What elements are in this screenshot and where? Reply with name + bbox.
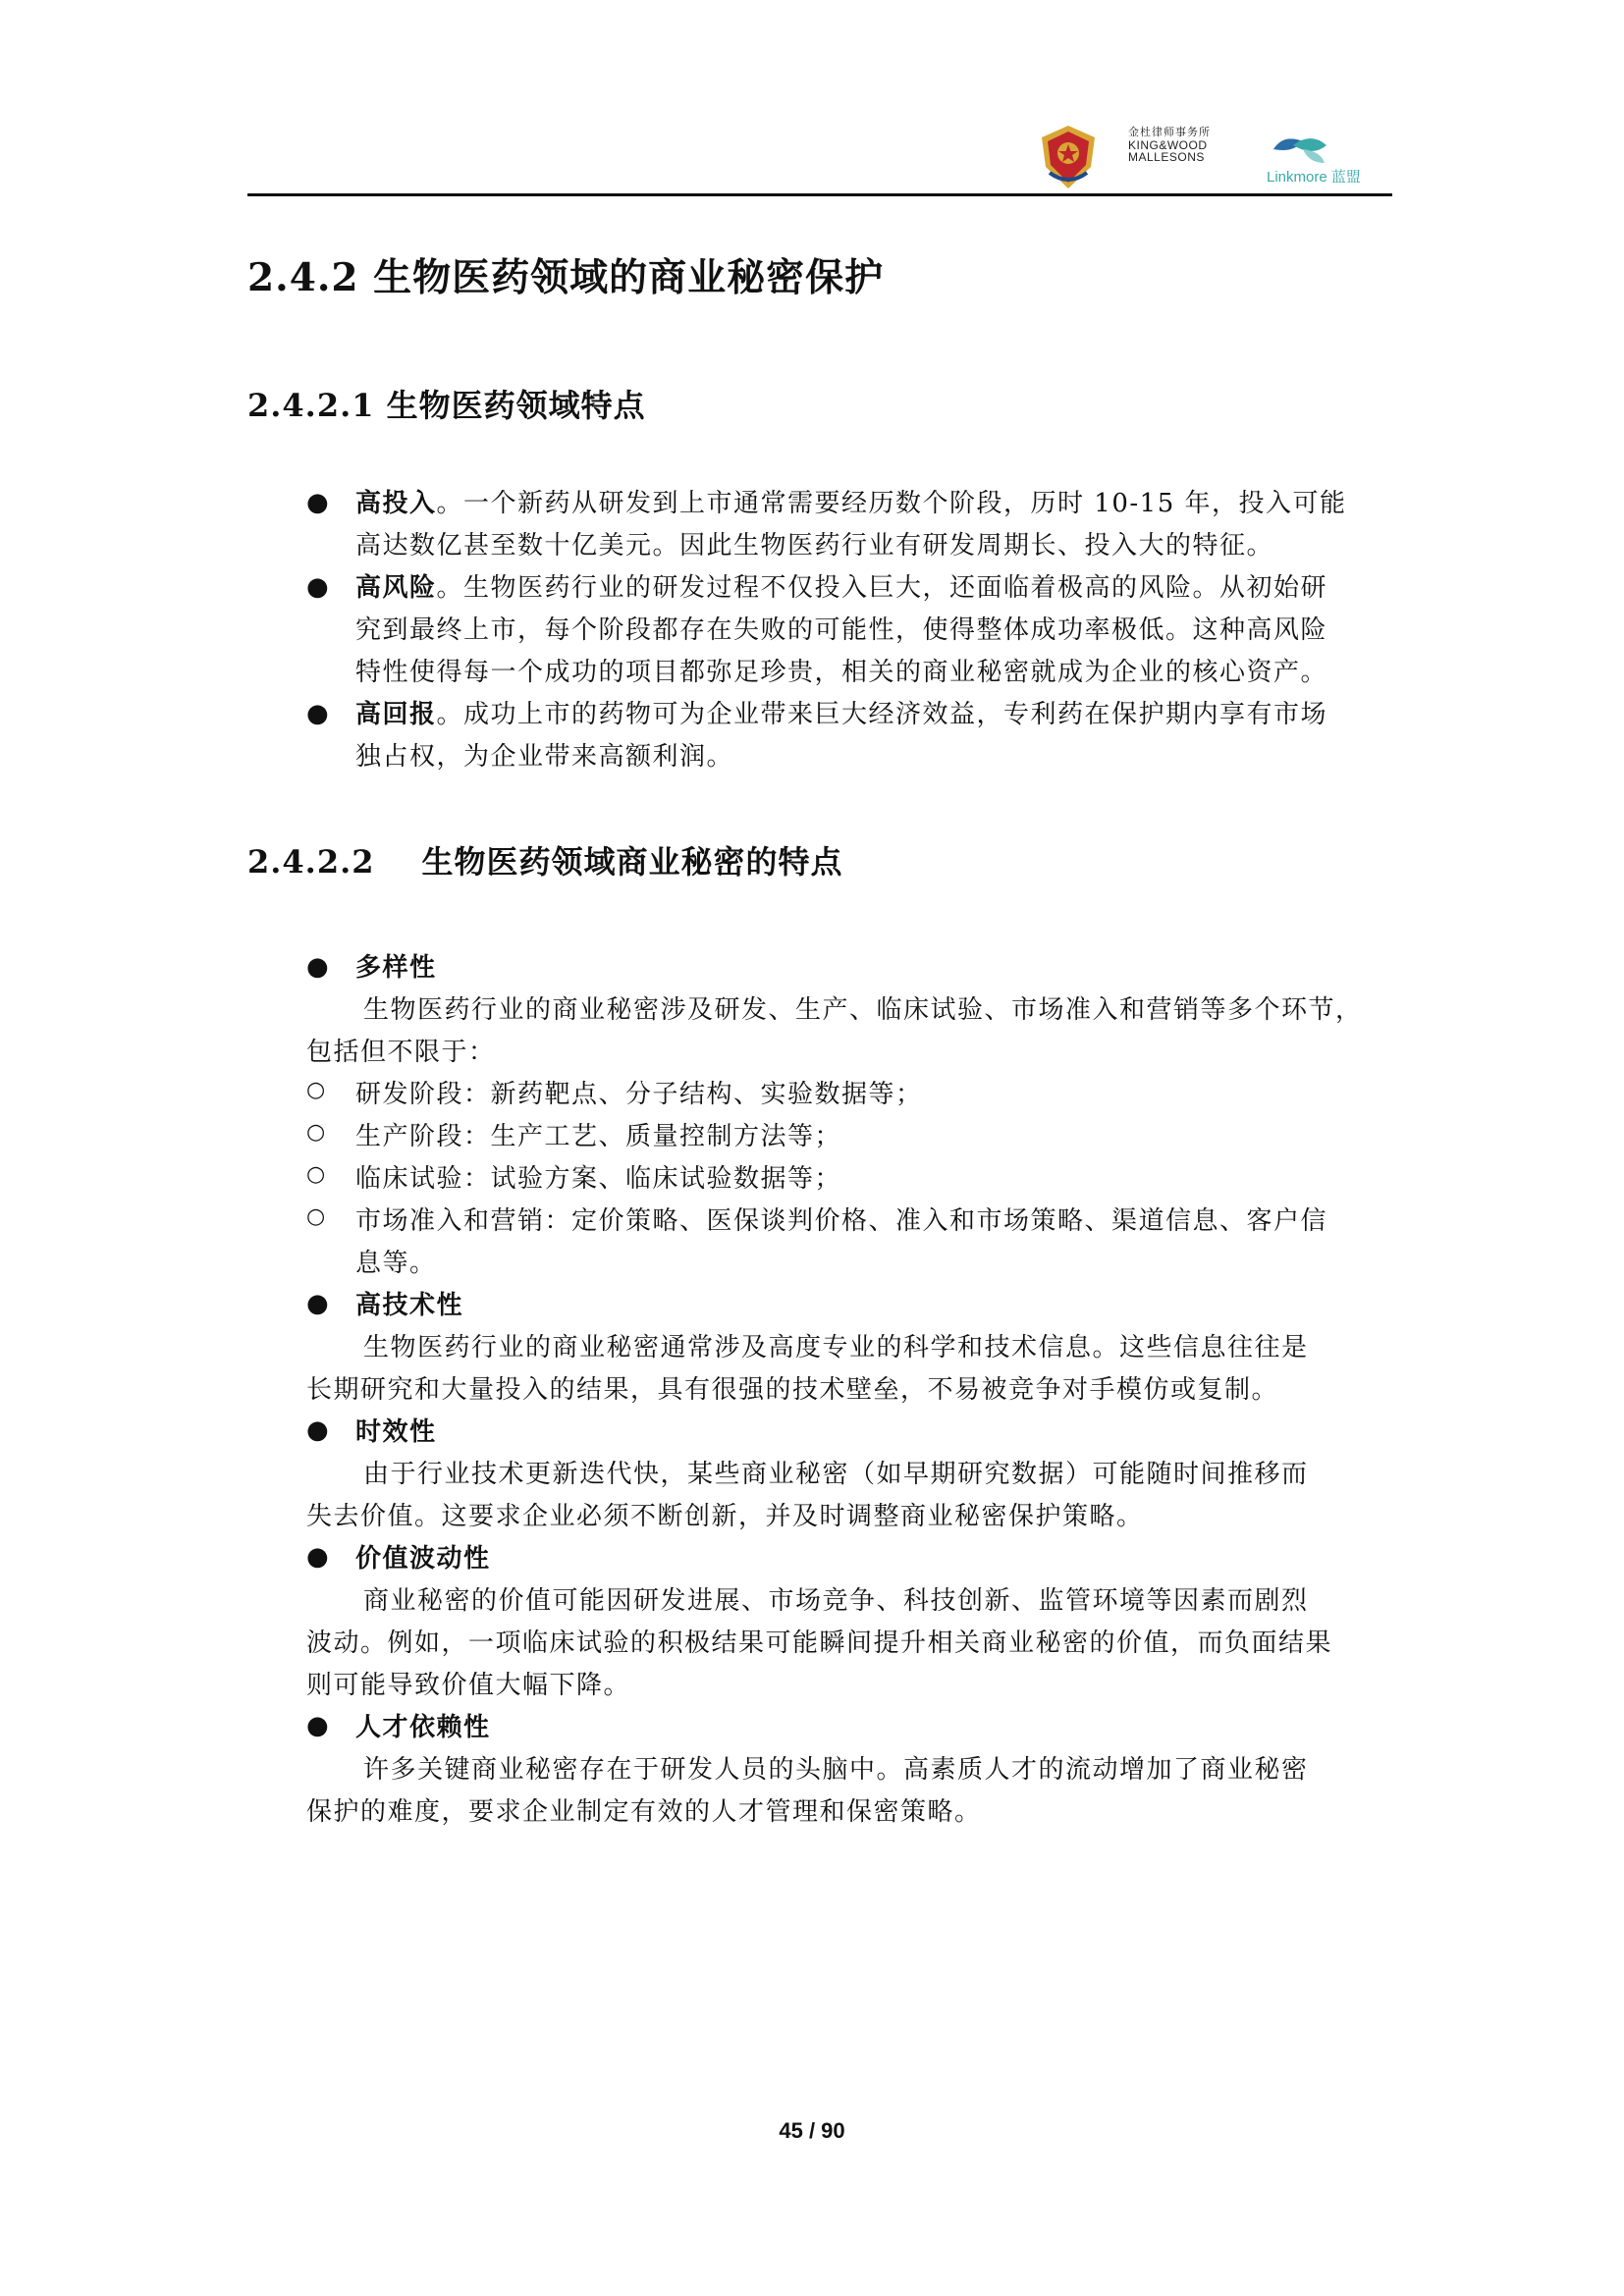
item-line: 。成功上市的药物可为企业带来巨大经济效益，专利药在保护期内享有市场 <box>436 700 1328 729</box>
item-label-value-volatility: 价值波动性 <box>355 1544 491 1574</box>
circle-bullet-icon: ○ <box>306 1120 326 1145</box>
item-label: 高风险 <box>355 573 437 603</box>
diversity-intro <box>306 989 1363 1074</box>
item-line: 。一个新药从研发到上市通常需要经历数个阶段，历时 10-15 年，投入可能 <box>436 489 1347 518</box>
page-header <box>247 116 1392 194</box>
bullet-icon: ● <box>306 1542 329 1572</box>
text-line: 失去价值。这要求企业必须不断创新，并及时调整商业秘密保护策略。 <box>306 1502 1144 1531</box>
subsection-title-2 <box>247 837 843 882</box>
text-line: 保护的难度，要求企业制定有效的人才管理和保密策略。 <box>306 1797 982 1827</box>
bullet-icon: ● <box>306 952 329 982</box>
bullet-icon: ● <box>306 572 329 602</box>
bullet-icon: ● <box>306 699 329 728</box>
list-item-high-investment <box>355 483 1347 567</box>
circle-bullet-icon: ○ <box>306 1204 326 1229</box>
item-label-diversity: 多样性 <box>355 953 437 983</box>
list-item-high-risk <box>355 567 1327 694</box>
sub-item-market <box>355 1201 1327 1285</box>
item-line: 高达数亿甚至数十亿美元。因此生物医药行业有研发周期长、投入大的特征。 <box>355 531 1274 561</box>
subsection-number: 2.4.2.2 <box>247 843 375 881</box>
list-item-high-return <box>355 694 1327 778</box>
bullet-icon: ● <box>306 1415 329 1445</box>
item-label: 高投入 <box>355 489 437 518</box>
partner-name: Linkmore 蓝盟 <box>1267 169 1361 186</box>
header-divider <box>247 193 1392 196</box>
page-number: 45 / 90 <box>779 2118 845 2143</box>
text-line: 则可能导致价值大幅下降。 <box>306 1671 631 1700</box>
item-line: 。生物医药行业的研发过程不仅投入巨大，还面临着极高的风险。从初始研 <box>436 573 1328 603</box>
firm-name-en-1: KING&WOOD <box>1128 137 1208 152</box>
text-line: 由于行业技术更新迭代快，某些商业秘密（如早期研究数据）可能随时间推移而 <box>363 1460 1309 1489</box>
bullet-icon: ● <box>306 1289 329 1318</box>
sub-item-rd: 研发阶段：新药靶点、分子结构、实验数据等； <box>355 1080 923 1109</box>
subsection-title-1: 2.4.2.1 生物医药领域特点 <box>247 387 646 424</box>
bullet-icon: ● <box>306 488 329 517</box>
circle-bullet-icon: ○ <box>306 1078 326 1102</box>
timeliness-text <box>306 1454 1309 1538</box>
sub-item-line: 息等。 <box>355 1249 437 1278</box>
technical-text <box>306 1327 1309 1412</box>
firm-name-cn: 金杜律师事务所 <box>1128 127 1211 138</box>
firm-name-en-2: MALLESONS <box>1128 150 1205 165</box>
text-line: 生物医药行业的商业秘密通常涉及高度专业的科学和技术信息。这些信息往往是 <box>363 1333 1309 1362</box>
item-line: 究到最终上市，每个阶段都存在失败的可能性，使得整体成功率极低。这种高风险 <box>355 615 1328 645</box>
intro-line: 生物医药行业的商业秘密涉及研发、生产、临床试验、市场准入和营销等多个环节， <box>363 995 1363 1025</box>
kwm-logo <box>1128 128 1236 164</box>
intro-line: 包括但不限于： <box>306 1038 496 1067</box>
text-line: 商业秘密的价值可能因研发进展、市场竞争、科技创新、监管环境等因素而剧烈 <box>363 1586 1309 1616</box>
section-title: 2.4.2 生物医药领域的商业秘密保护 <box>247 255 885 300</box>
text-line: 长期研究和大量投入的结果，具有很强的技术壁垒，不易被竞争对手模仿或复制。 <box>306 1375 1279 1405</box>
item-line: 特性使得每一个成功的项目都弥足珍贵，相关的商业秘密就成为企业的核心资产。 <box>355 658 1328 687</box>
talent-dependency-text <box>306 1749 1309 1834</box>
bullet-icon: ● <box>306 1711 329 1740</box>
sub-item-line: 市场准入和营销：定价策略、医保谈判价格、准入和市场策略、渠道信息、客户信 <box>355 1206 1328 1236</box>
item-line: 独占权，为企业带来高额利润。 <box>355 742 734 772</box>
text-line: 许多关键商业秘密存在于研发人员的头脑中。高素质人才的流动增加了商业秘密 <box>363 1755 1309 1785</box>
sub-item-clinical: 临床试验：试验方案、临床试验数据等； <box>355 1164 842 1194</box>
text-line: 波动。例如，一项临床试验的积极结果可能瞬间提升相关商业秘密的价值，而负面结果 <box>306 1629 1333 1658</box>
sub-item-production: 生产阶段：生产工艺、质量控制方法等； <box>355 1122 842 1151</box>
item-label: 高回报 <box>355 700 437 729</box>
value-volatility-text <box>306 1580 1332 1707</box>
item-label-technical: 高技术性 <box>355 1291 464 1320</box>
item-label-talent-dependency: 人才依赖性 <box>355 1713 491 1742</box>
subsection-text: 生物医药领域商业秘密的特点 <box>421 843 843 881</box>
circle-bullet-icon: ○ <box>306 1162 326 1187</box>
item-label-timeliness: 时效性 <box>355 1417 437 1447</box>
police-emblem-logo <box>1038 124 1099 188</box>
